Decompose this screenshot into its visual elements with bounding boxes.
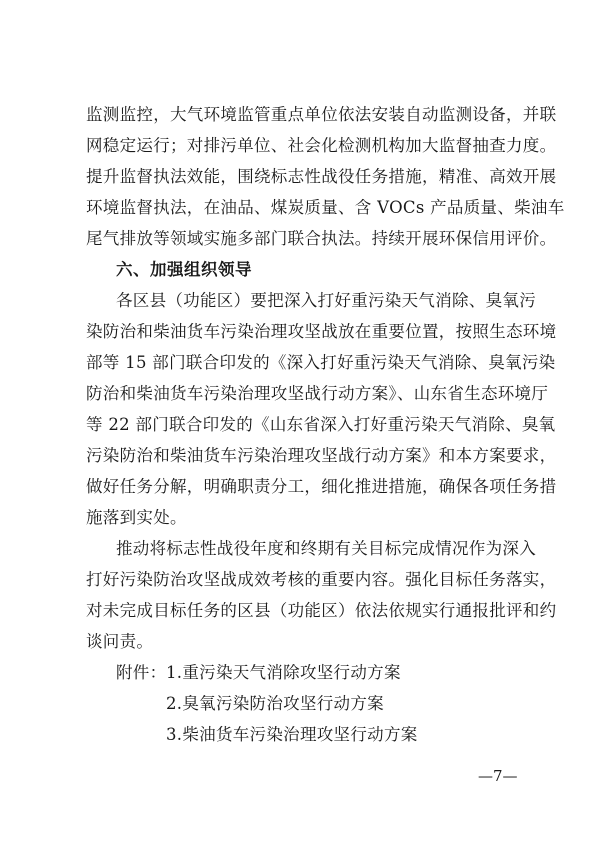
paragraph-2-line-3: 部等 15 部门联合印发的《深入打好重污染天气消除、臭氧污染 (86, 353, 556, 372)
paragraph-1-line-3: 提升监督执法效能，围绕标志性战役任务措施，精准、高效开展 (86, 167, 557, 186)
paragraph-2-line-8: 施落到实处。 (86, 508, 187, 527)
paragraph-2-line-7: 做好任务分解，明确职责分工，细化推进措施，确保各项任务措 (86, 477, 557, 496)
paragraph-3-line-2: 打好污染防治攻坚战成效考核的重要内容。强化目标任务落实， (86, 570, 557, 589)
paragraph-2-line-4: 防治和柴油货车污染治理攻坚战行动方案》、山东省生态环境厅 (86, 384, 549, 403)
attachments-label: 附件： (116, 663, 167, 682)
paragraph-1-line-1: 监测监控，大气环境监管重点单位依法安装自动监测设备，并联 (86, 105, 557, 124)
section-heading: 六、加强组织领导 (116, 260, 252, 279)
paragraph-2-line-2: 染防治和柴油货车污染治理攻坚战放在重要位置，按照生态环境 (86, 322, 557, 341)
paragraph-1-line-5: 尾气排放等领域实施多部门联合执法。持续开展环保信用评价。 (86, 229, 557, 248)
paragraph-2-line-5: 等 22 部门联合印发的《山东省深入打好重污染天气消除、臭氧 (86, 415, 556, 434)
paragraph-1-line-4: 环境监督执法，在油品、煤炭质量、含 VOCs 产品质量、柴油车 (86, 198, 565, 217)
attachment-item-2: 2.臭氧污染防治攻坚行动方案 (166, 694, 384, 713)
paragraph-1-line-2: 网稳定运行；对排污单位、社会化检测机构加大监督抽查力度。 (86, 136, 557, 155)
paragraph-3-line-3: 对未完成目标任务的区县（功能区）依法依规实行通报批评和约 (86, 601, 557, 620)
paragraph-3-line-1: 推动将标志性战役年度和终期有关目标完成情况作为深入 (116, 539, 536, 558)
attachment-item-3: 3.柴油货车污染治理攻坚行动方案 (166, 725, 418, 744)
paragraph-2-line-6: 污染防治和柴油货车污染治理攻坚战行动方案》和本方案要求， (86, 446, 557, 465)
attachment-item-1: 1.重污染天气消除攻坚行动方案 (166, 663, 401, 682)
page-number: —7— (478, 767, 518, 785)
paragraph-3-line-4: 谈问责。 (86, 632, 154, 651)
paragraph-2-line-1: 各区县（功能区）要把深入打好重污染天气消除、臭氧污 (116, 291, 536, 310)
